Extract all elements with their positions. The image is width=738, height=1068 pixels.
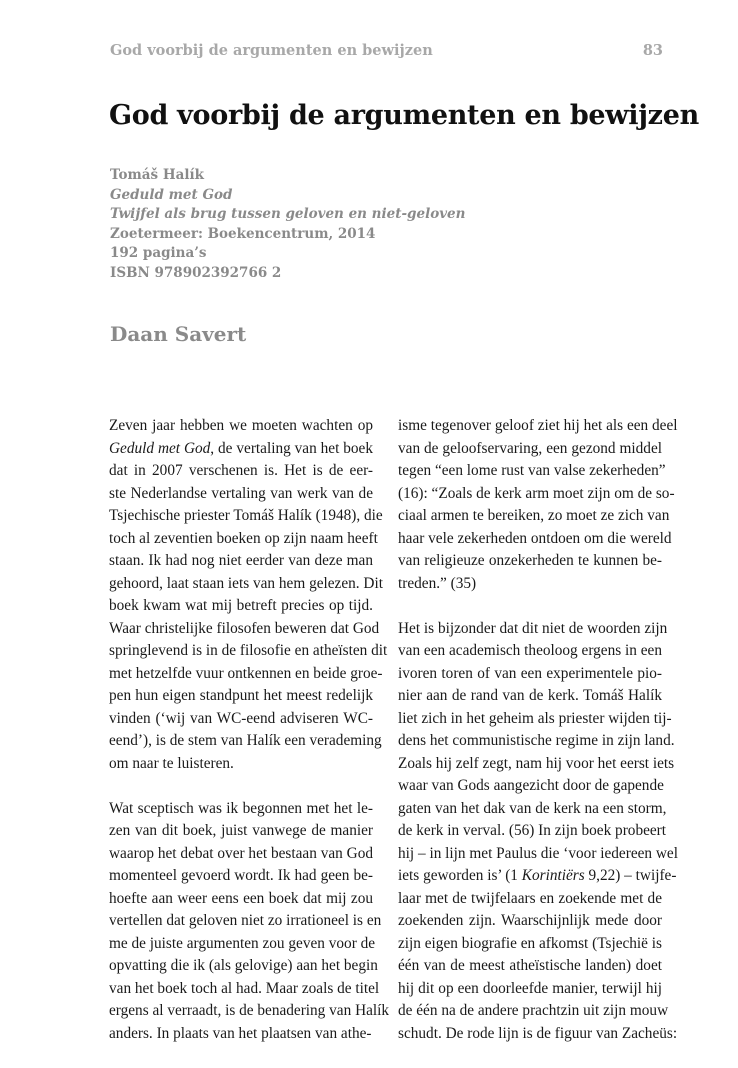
italic-text: Korintiërs (521, 867, 585, 884)
italic-text: Geduld met God (109, 439, 211, 457)
text-line: gehoord, laat staan iets van hem gelezen. Dit (109, 574, 383, 592)
article-title: God voorbij de argumenten en bewijzen (109, 100, 699, 131)
text-line: Waar christelijke filosofen beweren dat God (109, 619, 380, 637)
text-line: anders. In plaats van het plaatsen van athe- (109, 1024, 372, 1042)
text-line: zijn eigen biografie en afkomst (Tsjechië is (398, 934, 662, 952)
running-head-title: God voorbij de argumenten en bewijzen (110, 42, 433, 59)
text-line: liet zich in het geheim als priester wijden tij- (398, 709, 672, 727)
text-line: haar vele zekerheden ontdoen om die wereld (398, 529, 672, 547)
body-paragraph (109, 415, 388, 775)
body-paragraph (109, 798, 390, 1046)
text-line: isme tegenover geloof ziet hij het als een deel (398, 417, 678, 434)
left-column (109, 415, 390, 1045)
text-line: me de juiste argumenten zou geven voor de (109, 934, 376, 952)
book-publisher: Zoetermeer: Boekencentrum, 2014 (110, 225, 376, 242)
text-line: ergens al verraadt, is de benadering van Halík (109, 1002, 390, 1019)
text-line: Geduld met God, de vertaling van het boek (109, 439, 373, 457)
book-subtitle: Twijfel als brug tussen geloven en niet-geloven (110, 206, 466, 223)
right-column (398, 415, 678, 1045)
book-title: Geduld met God (110, 186, 233, 203)
text-line: ciaal armen te bereiken, zo moet ze zich van (398, 507, 670, 524)
text-line: van religieuze onzekerheden te kunnen be- (398, 552, 662, 569)
text-line: vinden (‘wij van WC-eend adviseren WC- (109, 709, 373, 727)
book-pages: 192 pagina’s (110, 245, 207, 262)
text-line: eend’), is de stem van Halík een verademing (109, 732, 382, 749)
text-line: Zoals hij zelf zegt, nam hij voor het eerst iets (398, 754, 675, 772)
text-line: gaten van het dak van de kerk na een storm, (398, 799, 667, 817)
text-line: opvatting die ik (als gelovige) aan het begin (109, 957, 378, 974)
text-line: dens het communistische regime in zijn land. (398, 732, 675, 749)
text-line: ste Nederlandse vertaling van werk van de (109, 484, 373, 502)
text-line: treden.” (35) (398, 574, 477, 592)
body-paragraph (398, 618, 678, 1046)
text-line: iets geworden is’ (1 Korintiërs 9,22) – twijfe- (398, 867, 677, 884)
text-line: ivoren toren of van een experimentele pio- (398, 664, 662, 682)
text-line: Wat sceptisch was ik begonnen met het le- (109, 799, 373, 817)
text-line: boek kwam wat mij betreft precies op tijd. (109, 597, 373, 614)
book-details (110, 166, 465, 284)
text-line: schudt. De rode lijn is de figuur van Zacheüs: (398, 1024, 678, 1042)
text-line: toch al zeventien boeken op zijn naam heeft (109, 529, 378, 547)
text-line: van het boek toch al had. Maar zoals de titel (109, 979, 380, 997)
reviewer-name: Daan Savert (110, 322, 247, 346)
book-isbn: ISBN 978902392766 2 (110, 264, 282, 281)
text-line: van de geloofservaring, een gezond middel (398, 439, 662, 457)
page-number: 83 (642, 42, 663, 59)
text-line: momenteel gevoerd wordt. Ik had geen be- (109, 867, 373, 884)
body-paragraph (398, 415, 678, 595)
text-line: waar van Gods aangezicht door de gapende (398, 777, 664, 794)
text-line: hij – in lijn met Paulus die ‘voor iedereen wel (398, 844, 678, 862)
text-line: (16): “Zoals de kerk arm moet zijn om de so- (398, 484, 675, 502)
running-head (110, 42, 663, 62)
text-line: de één na de andere prachtzin uit zijn mouw (398, 1002, 669, 1019)
text-line: om naar te luisteren. (109, 754, 234, 772)
text-line: hoefte aan weer eens een boek dat mij zou (109, 889, 373, 907)
text-line: hij dit op een doorleefde manier, terwijl hij (398, 979, 662, 997)
text-line: staan. Ik had nog niet eerder van deze man (109, 552, 373, 569)
text-line: nier aan de rand van de kerk. Tomáš Halík (398, 687, 662, 704)
text-line: laar met de twijfelaars en zoekende met de (398, 889, 662, 907)
text-line: Zeven jaar hebben we moeten wachten op (109, 417, 373, 434)
text-line: dat in 2007 verschenen is. Het is de eer- (109, 462, 373, 479)
text-line: springlevend is in de filosofie en atheïsten dit (109, 642, 388, 659)
text-line: de kerk in verval. (56) In zijn boek probeert (398, 822, 667, 839)
text-line: van een academisch theoloog ergens in een (398, 642, 662, 659)
book-author: Tomáš Halík (110, 167, 204, 183)
text-line: tegen “een lome rust van valse zekerheden” (398, 462, 666, 479)
text-line: Tsjechische priester Tomáš Halík (1948), die (109, 507, 383, 524)
text-line: Het is bijzonder dat dit niet de woorden zijn (398, 619, 668, 637)
text-line: zen van dit boek, juist vanwege de manier (109, 822, 373, 839)
text-line: waarop het debat over het bestaan van God (109, 844, 373, 862)
text-line: zoekenden zijn. Waarschijnlijk mede door (398, 912, 662, 929)
text-line: met hetzelfde vuur ontkennen en beide groe- (109, 664, 383, 682)
text-line: vertellen dat geloven niet zo irrationeel is en (109, 912, 382, 929)
text-line: pen hun eigen standpunt het meest redelijk (109, 687, 373, 704)
text-line: één van de meest atheïstische landen) doet (398, 957, 662, 974)
